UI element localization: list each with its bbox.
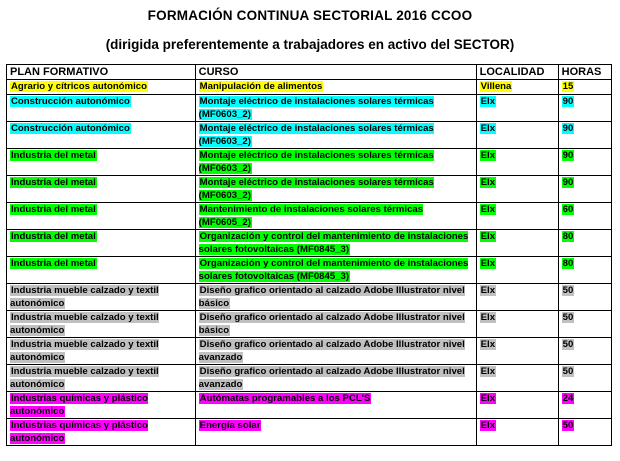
cell-horas bbox=[558, 122, 611, 149]
cell-plan-formativo-text: Industria mueble calzado y textil autonómico bbox=[10, 285, 159, 309]
cell-localidad bbox=[476, 419, 558, 446]
cell-curso-text: Montaje eléctrico de instalaciones solares térmicas (MF0603_2) bbox=[198, 123, 434, 147]
document-subtitle: (dirigida preferentemente a trabajadores en activo del SECTOR) bbox=[105, 37, 515, 52]
cell-plan-formativo bbox=[7, 365, 196, 392]
cell-curso bbox=[195, 122, 476, 149]
cell-plan-formativo bbox=[7, 149, 196, 176]
table-row bbox=[7, 95, 612, 122]
cell-horas-text: 90 bbox=[562, 150, 574, 161]
cell-curso bbox=[195, 257, 476, 284]
cell-localidad-text: Elx bbox=[480, 312, 496, 323]
cell-plan-formativo-text: Agrario y cítricos autonómico bbox=[11, 81, 147, 92]
cell-curso bbox=[195, 203, 476, 230]
cell-localidad-text: Elx bbox=[480, 96, 496, 107]
cell-plan-formativo-text: Construcción autonómico bbox=[11, 96, 130, 107]
cell-horas-text: 50 bbox=[562, 312, 574, 323]
cell-horas-text: 90 bbox=[562, 96, 574, 107]
cell-plan-formativo bbox=[7, 257, 196, 284]
cell-plan-formativo bbox=[7, 122, 196, 149]
cell-horas bbox=[558, 176, 611, 203]
cell-horas-text: 60 bbox=[562, 204, 574, 215]
cell-curso-text: Manipulación de alimentos bbox=[199, 81, 323, 92]
header-curso: CURSO bbox=[195, 65, 476, 80]
cell-localidad bbox=[476, 80, 558, 95]
cell-curso bbox=[195, 365, 476, 392]
cell-curso-text: Diseño grafico orientado al calzado Adobe Illustrator nivel básico bbox=[198, 285, 465, 309]
cell-horas-text: 80 bbox=[562, 258, 574, 269]
table-row bbox=[7, 365, 612, 392]
header-plan-formativo: PLAN FORMATIVO bbox=[7, 65, 196, 80]
cell-localidad bbox=[476, 365, 558, 392]
cell-curso-text: Diseño grafico orientado al calzado Adobe Illustrator nivel básico bbox=[198, 312, 465, 336]
cell-plan-formativo-text: Construcción autonómico bbox=[11, 123, 130, 134]
cell-plan-formativo-text: Industria del metal bbox=[11, 150, 96, 161]
cell-horas-text: 50 bbox=[562, 366, 574, 377]
cell-curso bbox=[195, 95, 476, 122]
table-row bbox=[7, 176, 612, 203]
table-row bbox=[7, 230, 612, 257]
cell-localidad-text: Elx bbox=[480, 339, 496, 350]
cell-localidad-text: Elx bbox=[480, 204, 496, 215]
cell-horas bbox=[558, 80, 611, 95]
cell-horas bbox=[558, 419, 611, 446]
cell-localidad bbox=[476, 230, 558, 257]
table-row bbox=[7, 338, 612, 365]
cell-curso-text: Montaje eléctrico de instalaciones solares térmicas (MF0603_2) bbox=[198, 96, 434, 120]
cell-localidad bbox=[476, 176, 558, 203]
cell-curso-text: Montaje eléctrico de instalaciones solares térmicas (MF0603_2) bbox=[198, 150, 434, 174]
cell-curso-text: Montaje eléctrico de instalaciones solares térmicas (MF0603_2) bbox=[198, 177, 434, 201]
cell-horas bbox=[558, 230, 611, 257]
cell-localidad-text: Elx bbox=[480, 285, 496, 296]
table-row bbox=[7, 284, 612, 311]
cell-horas-text: 80 bbox=[562, 231, 574, 242]
cell-curso bbox=[195, 230, 476, 257]
cell-localidad-text: Elx bbox=[480, 231, 496, 242]
cell-horas bbox=[558, 203, 611, 230]
cell-curso-text: Energía solar bbox=[199, 420, 261, 431]
cell-plan-formativo bbox=[7, 311, 196, 338]
cell-localidad bbox=[476, 149, 558, 176]
cell-localidad bbox=[476, 284, 558, 311]
table-header-row bbox=[7, 65, 612, 80]
cell-localidad-text: Elx bbox=[480, 150, 496, 161]
cell-plan-formativo-text: Industria mueble calzado y textil autonómico bbox=[10, 312, 159, 336]
courses-table bbox=[6, 64, 612, 446]
cell-horas-text: 90 bbox=[562, 123, 574, 134]
cell-plan-formativo-text: Industria del metal bbox=[11, 204, 96, 215]
table-row bbox=[7, 149, 612, 176]
cell-plan-formativo-text: Industrias químicas y plástico autonómico bbox=[10, 420, 149, 444]
cell-plan-formativo bbox=[7, 176, 196, 203]
cell-curso bbox=[195, 284, 476, 311]
cell-horas bbox=[558, 311, 611, 338]
header-localidad: LOCALIDAD bbox=[476, 65, 558, 80]
cell-horas-text: 90 bbox=[562, 177, 574, 188]
cell-plan-formativo-text: Industria del metal bbox=[11, 177, 96, 188]
table-row bbox=[7, 311, 612, 338]
cell-horas bbox=[558, 338, 611, 365]
cell-localidad bbox=[476, 122, 558, 149]
cell-curso bbox=[195, 80, 476, 95]
cell-plan-formativo-text: Industria mueble calzado y textil autonómico bbox=[10, 339, 159, 363]
cell-curso-text: Diseño grafico orientado al calzado Adobe Illustrator nivel avanzado bbox=[198, 339, 465, 363]
cell-plan-formativo bbox=[7, 419, 196, 446]
cell-plan-formativo bbox=[7, 230, 196, 257]
cell-plan-formativo bbox=[7, 338, 196, 365]
cell-localidad-text: Elx bbox=[480, 258, 496, 269]
cell-horas bbox=[558, 149, 611, 176]
cell-plan-formativo bbox=[7, 284, 196, 311]
cell-horas-text: 50 bbox=[562, 285, 574, 296]
cell-curso-text: Mantenimiento de instalaciones solares térmicas (MF0605_2) bbox=[198, 204, 424, 228]
cell-localidad-text: Elx bbox=[480, 420, 496, 431]
cell-curso-text: Organización y control del mantenimiento de instalaciones solares fotovoltaicas (MF0845_3) bbox=[198, 231, 469, 255]
cell-plan-formativo-text: Industria del metal bbox=[11, 231, 96, 242]
cell-horas-text: 50 bbox=[562, 420, 574, 431]
table-row bbox=[7, 419, 612, 446]
cell-horas bbox=[558, 392, 611, 419]
table-row bbox=[7, 392, 612, 419]
cell-plan-formativo bbox=[7, 203, 196, 230]
cell-horas bbox=[558, 95, 611, 122]
cell-plan-formativo bbox=[7, 95, 196, 122]
cell-curso bbox=[195, 392, 476, 419]
cell-plan-formativo bbox=[7, 392, 196, 419]
cell-curso-text: Autómatas programables a los PCL'S bbox=[199, 393, 371, 404]
cell-localidad-text: Villena bbox=[480, 81, 512, 92]
table-row bbox=[7, 203, 612, 230]
cell-plan-formativo-text: Industrias químicas y plástico autonómico bbox=[10, 393, 149, 417]
cell-localidad bbox=[476, 392, 558, 419]
cell-horas bbox=[558, 365, 611, 392]
cell-horas-text: 24 bbox=[562, 393, 574, 404]
cell-curso bbox=[195, 176, 476, 203]
cell-curso bbox=[195, 149, 476, 176]
cell-horas-text: 15 bbox=[562, 81, 574, 92]
cell-localidad-text: Elx bbox=[480, 123, 496, 134]
cell-plan-formativo-text: Industria del metal bbox=[11, 258, 96, 269]
cell-localidad-text: Elx bbox=[480, 393, 496, 404]
cell-curso-text: Organización y control del mantenimiento de instalaciones solares fotovoltaicas (MF0845_3) bbox=[198, 258, 469, 282]
cell-localidad bbox=[476, 338, 558, 365]
table-row bbox=[7, 80, 612, 95]
cell-curso bbox=[195, 311, 476, 338]
cell-curso-text: Diseño grafico orientado al calzado Adobe Illustrator nivel avanzado bbox=[198, 366, 465, 390]
cell-curso bbox=[195, 419, 476, 446]
cell-localidad bbox=[476, 311, 558, 338]
cell-horas bbox=[558, 257, 611, 284]
document-title: FORMACIÓN CONTINUA SECTORIAL 2016 CCOO bbox=[147, 8, 473, 23]
cell-localidad bbox=[476, 203, 558, 230]
cell-localidad-text: Elx bbox=[480, 177, 496, 188]
table-row bbox=[7, 257, 612, 284]
cell-plan-formativo-text: Industria mueble calzado y textil autonómico bbox=[10, 366, 159, 390]
cell-curso bbox=[195, 338, 476, 365]
cell-localidad-text: Elx bbox=[480, 366, 496, 377]
cell-plan-formativo bbox=[7, 80, 196, 95]
cell-horas-text: 50 bbox=[562, 339, 574, 350]
table-row bbox=[7, 122, 612, 149]
cell-localidad bbox=[476, 257, 558, 284]
cell-horas bbox=[558, 284, 611, 311]
header-horas: HORAS bbox=[558, 65, 611, 80]
cell-localidad bbox=[476, 95, 558, 122]
